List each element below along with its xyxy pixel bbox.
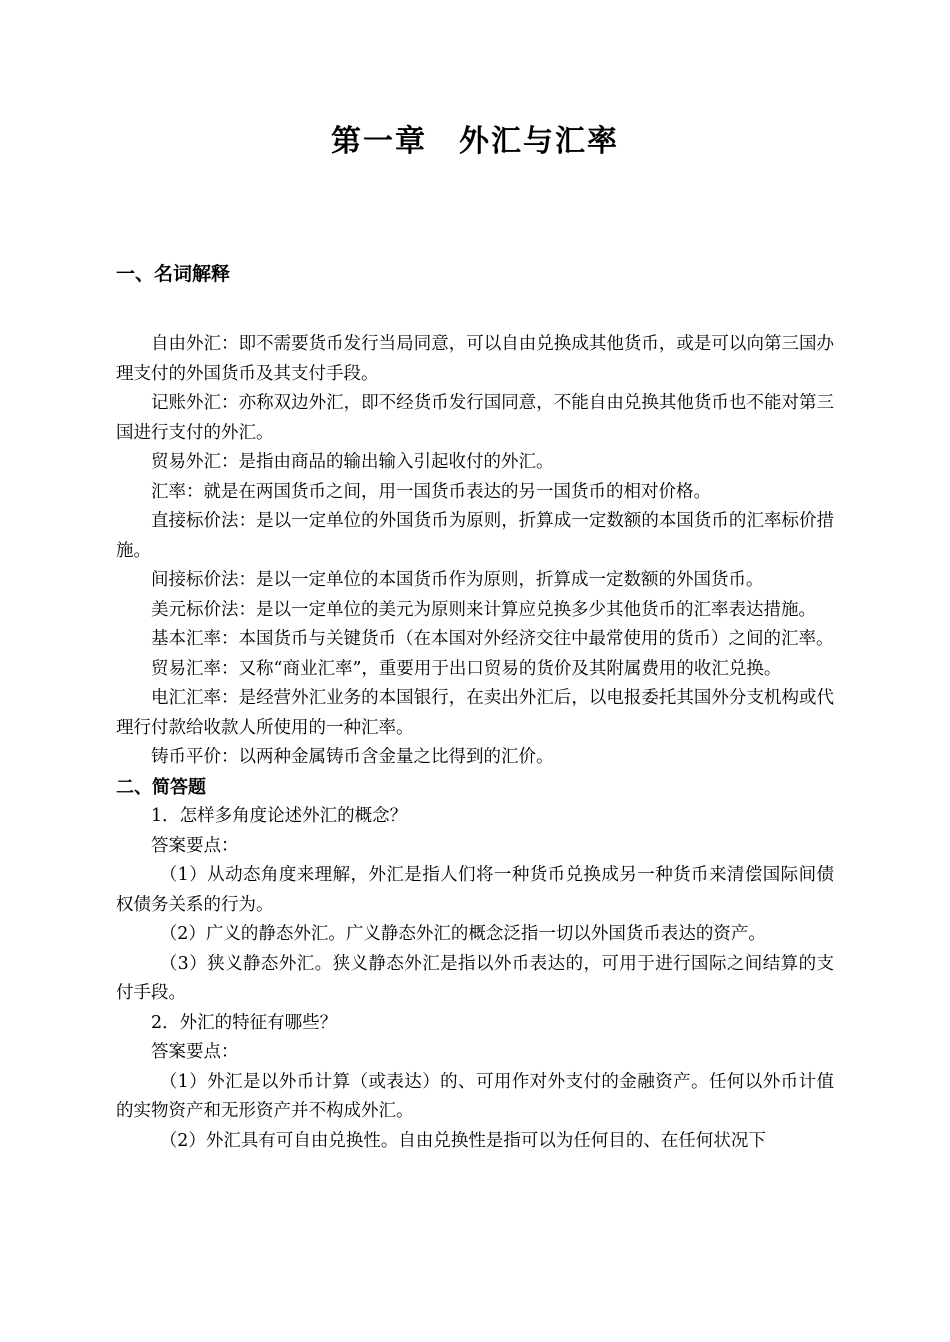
question-text: 1．怎样多角度论述外汇的概念？	[151, 806, 408, 826]
term-definition: 基本汇率：本国货币与关键货币（在本国对外经济交往中最常使用的货币）之间的汇率。	[151, 629, 834, 649]
answer-point: （1）从动态角度来理解，外汇是指人们将一种货币兑换成另一种货币来清偿国际间债权债务关系的行为。	[116, 865, 834, 915]
term-definition: 汇率：就是在两国货币之间，用一国货币表达的另一国货币的相对价格。	[151, 481, 711, 502]
answer-point: （1）外汇是以外币计算（或表达）的、可用作对外支付的金融资产。任何以外币计值的实物资产和无形资产并不构成外汇。	[116, 1071, 834, 1121]
term-definition: 贸易外汇：是指由商品的输出输入引起收付的外汇。	[151, 452, 554, 472]
answer-label: 答案要点：	[151, 1042, 239, 1062]
term-definition: 铸币平价：以两种金属铸币含金量之比得到的汇价。	[151, 747, 554, 767]
term-definition: 自由外汇：即不需要货币发行当局同意，可以自由兑换成其他货币，或是可以向第三国办理支付的外国货币及其支付手段。	[116, 334, 834, 384]
section-heading-short-answer: 二、简答题	[116, 776, 206, 798]
section-heading-terms: 一、名词解释	[116, 263, 231, 285]
document-body	[116, 330, 834, 1156]
term-definition: 直接标价法：是以一定单位的外国货币为原则，折算成一定数额的本国货币的汇率标价措施。	[116, 511, 834, 561]
term-definition: 电汇汇率：是经营外汇业务的本国银行，在卖出外汇后，以电报委托其国外分支机构或代理行付款给收款人所使用的一种汇率。	[116, 688, 834, 738]
term-definition: 贸易汇率：又称“商业汇率”，重要用于出口贸易的货价及其附属费用的收汇兑换。	[151, 658, 782, 679]
term-definition: 间接标价法：是以一定单位的本国货币作为原则，折算成一定数额的外国货币。	[151, 570, 764, 590]
answer-point: （2）广义的静态外汇。广义静态外汇的概念泛指一切以外国货币表达的资产。	[159, 924, 766, 944]
chapter-title: 第一章 外汇与汇率	[331, 124, 619, 159]
term-definition: 记账外汇：亦称双边外汇，即不经货币发行国同意，不能自由兑换其他货币也不能对第三国进行支付的外汇。	[116, 393, 834, 443]
answer-point: （2）外汇具有可自由兑换性。自由兑换性是指可以为任何目的、在任何状况下	[159, 1130, 766, 1151]
term-definition: 美元标价法：是以一定单位的美元为原则来计算应兑换多少其他货币的汇率表达措施。	[151, 599, 816, 620]
answer-label: 答案要点：	[151, 835, 239, 856]
answer-point: （3）狭义静态外汇。狭义静态外汇是指以外币表达的，可用于进行国际之间结算的支付手段。	[116, 953, 834, 1003]
question-text: 2．外汇的特征有哪些？	[151, 1012, 338, 1033]
